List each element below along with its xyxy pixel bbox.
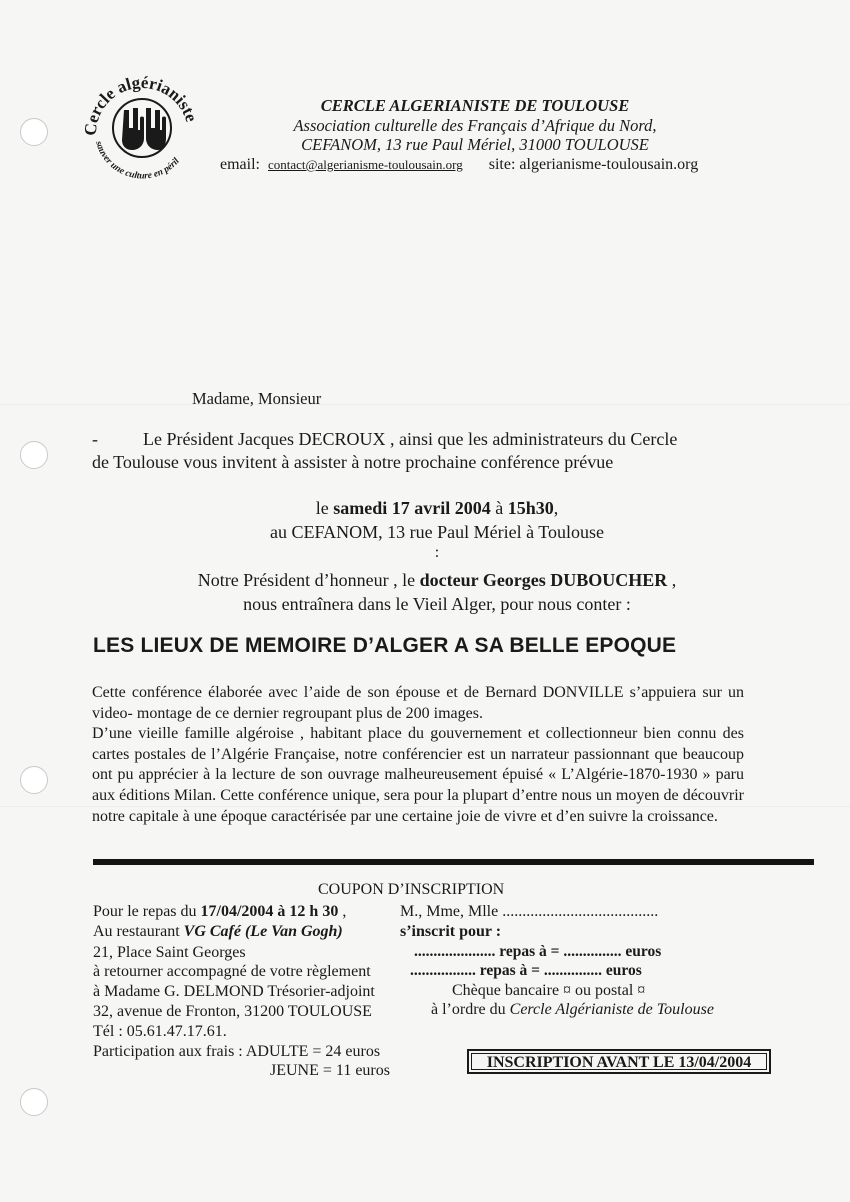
coupon-fees-adult: Participation aux frais : ADULTE = 24 euros — [93, 1043, 381, 1060]
site-label: site: — [488, 156, 516, 173]
coupon-phone: Tél : 05.61.47.17.61. — [93, 1023, 227, 1040]
punch-hole — [20, 441, 48, 469]
logo-arc-top-text: Cercle algérianiste — [80, 72, 202, 137]
intro-line-2: de Toulouse vous invitent à assister à notre prochaine conférence prévue — [92, 452, 614, 472]
speaker-line-2: nous entraînera dans le Vieil Alger, pour nous conter : — [243, 594, 631, 614]
event-date: le samedi 17 avril 2004 à 15h30, — [315, 498, 559, 518]
coupon-return-text: à retourner accompagné de votre règlement — [93, 963, 371, 980]
coupon-payee: à l’ordre du Cercle Algérianiste de Toulouse — [431, 1001, 714, 1018]
cercle-algerianiste-logo — [74, 58, 210, 194]
coupon-fees-young: JEUNE = 11 euros — [270, 1062, 390, 1079]
coupon-address-1: 21, Place Saint Georges — [93, 944, 246, 961]
coupon-meals-row-2[interactable]: ................. repas à = ............... euros — [410, 962, 642, 979]
description-paragraph-1: Cette conférence élaborée avec l’aide de son épouse et de Bernard DONVILLE s’appuiera sur un video- montage de ce dernier regroupant plus de 200 images. — [92, 684, 744, 722]
meal-date-bold: 17/04/2004 à 12 h 30 — [200, 903, 339, 920]
section-divider — [93, 859, 814, 865]
coupon-registers: s’inscrit pour : — [400, 923, 502, 940]
coupon-name-field[interactable]: M., Mme, Mlle ....................................... — [400, 903, 659, 920]
event-place: au CEFANOM, 13 rue Paul Mériel à Toulouse — [269, 522, 605, 542]
punch-hole — [20, 766, 48, 794]
association-subtitle: Association culturelle des Français d’Afrique du Nord, — [293, 116, 657, 135]
payee-name: Cercle Algérianiste de Toulouse — [509, 1001, 714, 1018]
deadline-text: INSCRIPTION AVANT LE 13/04/2004 — [471, 1053, 767, 1070]
intro-line-1: Le Président Jacques DECROUX , ainsi que les administrateurs du Cercle — [143, 429, 678, 449]
description-paragraph-2: D’une vieille famille algéroise , habitant place du gouvernement et collectionneur bien connu des cartes postales de l’Algérie Française, notre conférencier est un narrateur passionnant que beaucoup ont pu apprécier à la lecture de son ouvrage malheureusement épuisé « L’Algérie-1870-1930 » paru aux éditions Milan. Cette conférence unique, sera pour la plupart d’entre nous un moyen de découvrir notre capitale à une époque caractérisée par une certaine joie de vivre et d’en suivre la croissance. — [92, 725, 744, 825]
coupon-title: COUPON D’INSCRIPTION — [318, 881, 505, 898]
email-link[interactable]: contact@algerianisme-toulousain.org — [267, 157, 463, 172]
speaker-line: Notre Président d’honneur , le docteur Georges DUBOUCHER , — [197, 570, 677, 590]
coupon-meal-date: Pour le repas du 17/04/2004 à 12 h 30 , — [93, 903, 347, 920]
association-address: CEFANOM, 13 rue Paul Mériel, 31000 TOULOUSE — [301, 135, 649, 154]
email-label: email: — [220, 156, 260, 173]
conference-description — [92, 683, 744, 827]
salutation: Madame, Monsieur — [192, 389, 322, 408]
association-name: CERCLE ALGERIANISTE DE TOULOUSE — [320, 96, 630, 115]
hands-emblem-icon — [122, 108, 166, 150]
intro-dash: - — [92, 429, 98, 449]
paper-fold — [0, 404, 850, 405]
coupon-address-2: 32, avenue de Fronton, 31200 TOULOUSE — [93, 1003, 372, 1020]
deadline-box — [467, 1049, 771, 1074]
logo-arc-bottom-text: sauver une culture en péril — [93, 140, 182, 182]
coupon-treasurer: à Madame G. DELMOND Trésorier-adjoint — [93, 983, 375, 1000]
event-time-bold: 15h30 — [507, 498, 554, 518]
coupon-meals-row-1[interactable]: ..................... repas à = ............... euros — [414, 943, 662, 960]
colon-separator: : — [434, 544, 440, 561]
punch-hole — [20, 118, 48, 146]
contact-line — [220, 156, 698, 174]
event-date-bold: samedi 17 avril 2004 — [333, 498, 491, 518]
speaker-name: docteur Georges DUBOUCHER — [419, 570, 668, 590]
conference-title: LES LIEUX DE MEMOIRE D’ALGER A SA BELLE EPOQUE — [93, 634, 677, 657]
site-link[interactable]: algerianisme-toulousain.org — [519, 156, 699, 173]
restaurant-name: VG Café (Le Van Gogh) — [183, 923, 343, 940]
coupon-restaurant: Au restaurant VG Café (Le Van Gogh) — [93, 923, 343, 940]
coupon-cheque: Chèque bancaire ¤ ou postal ¤ — [452, 982, 646, 999]
punch-hole — [20, 1088, 48, 1116]
